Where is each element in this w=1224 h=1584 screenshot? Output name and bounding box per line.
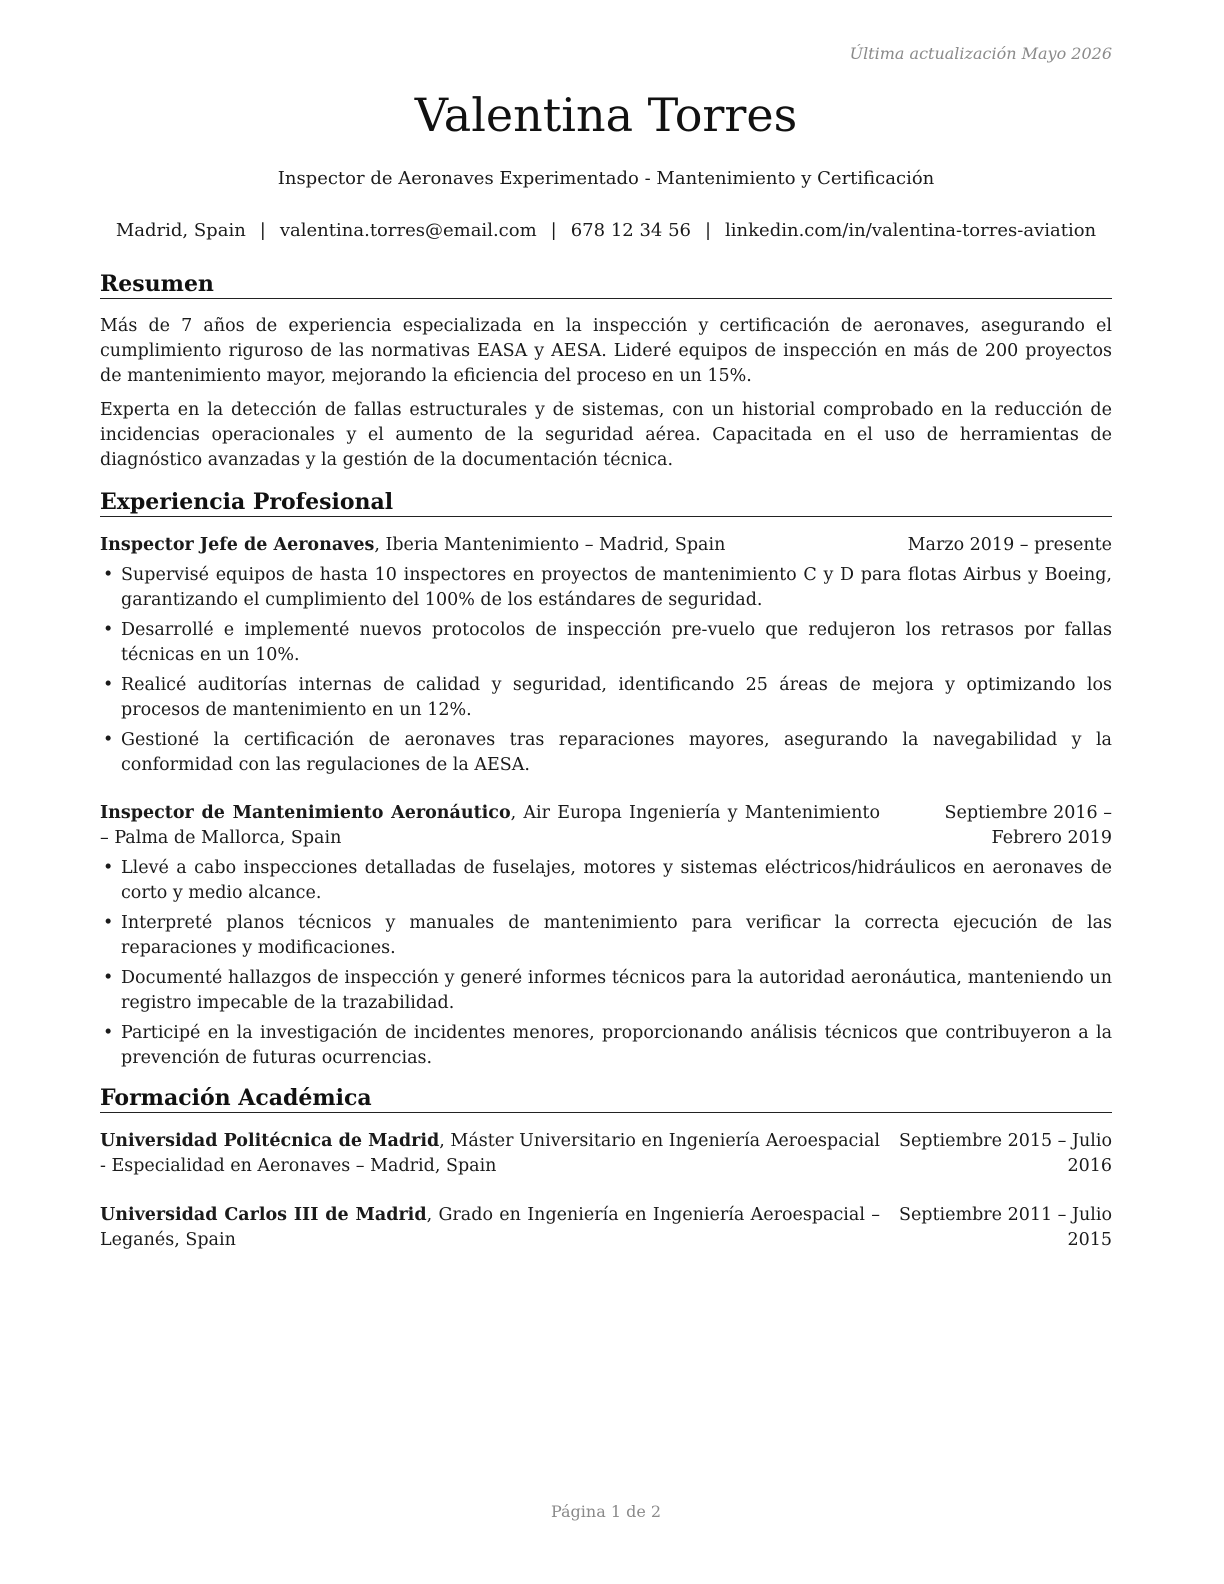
contact-phone: 678 12 34 56	[570, 220, 691, 241]
job-dates: Marzo 2019 – presente	[907, 535, 1112, 555]
contact-location: Madrid, Spain	[115, 220, 246, 241]
bullet-item: • Participé en la investigación de incidentes menores, proporcionando análisis técnicos que contribuyeron a la prevención de futuras ocurrencias.	[100, 1021, 1112, 1071]
education-dates: Septiembre 2011 – Julio 2015	[898, 1205, 1112, 1250]
job-bullets	[100, 563, 1112, 783]
candidate-name: Valentina Torres	[414, 88, 798, 142]
bullet-item: • Realicé auditorías internas de calidad y seguridad, identificando 25 áreas de mejora y optimizando los procesos de mantenimiento en un 12%.	[100, 673, 1112, 723]
resume-page	[100, 0, 1112, 1584]
section-title-education: Formación Académica	[100, 1085, 1112, 1113]
section-title-summary: Resumen	[100, 271, 1112, 299]
degree-detail: , Grado en Ingeniería en Ingeniería Aeroespacial – Leganés, Spain	[100, 1205, 880, 1250]
job-org: , Iberia Mantenimiento – Madrid, Spain	[374, 535, 726, 555]
last-updated: Última actualización Mayo 2026	[849, 44, 1112, 63]
bullet-item: • Gestioné la certificación de aeronaves tras reparaciones mayores, asegurando la navegabilidad y la conformidad con las regulaciones de la AESA.	[100, 728, 1112, 778]
summary-paragraph: Más de 7 años de experiencia especializada en la inspección y certificación de aeronaves, asegurando el cumplimiento riguroso de las normativas EASA y AESA. Lideré equipos de inspección en más de 200 proyectos de mantenimiento mayor, mejorando la eficiencia del proceso en un 15%.	[100, 316, 1112, 386]
school-name: Universidad Politécnica de Madrid	[100, 1131, 440, 1151]
bullet-item: • Interpreté planos técnicos y manuales de mantenimiento para verificar la correcta ejecución de las reparaciones y modificaciones.	[100, 911, 1112, 961]
page-number: Página 1 de 2	[550, 1502, 662, 1521]
tagline: Inspector de Aeronaves Experimentado - Mantenimiento y Certificación	[277, 168, 935, 189]
separator: |	[550, 220, 557, 241]
school-name: Universidad Carlos III de Madrid	[100, 1205, 427, 1225]
section-title-experience: Experiencia Profesional	[100, 489, 1112, 517]
contact-email-link[interactable]: valentina.torres@email.com	[279, 220, 537, 241]
summary-paragraph: Experta en la detección de fallas estructurales y de sistemas, con un historial comprobado en la reducción de incidencias operacionales y el aumento de la seguridad aérea. Capacitada en el uso de herramientas de diagnóstico avanzadas y la gestión de la documentación técnica.	[100, 400, 1112, 470]
job-role: Inspector Jefe de Aeronaves	[100, 535, 375, 555]
separator: |	[259, 220, 266, 241]
job-bullets	[100, 856, 1112, 1076]
contact-line	[100, 220, 1112, 241]
bullet-item: • Llevé a cabo inspecciones detalladas de fuselajes, motores y sistemas eléctricos/hidráulicos en aeronaves de corto y medio alcance.	[100, 856, 1112, 906]
bullet-item: • Supervisé equipos de hasta 10 inspectores en proyectos de mantenimiento C y D para flotas Airbus y Boeing, garantizando el cumplimiento del 100% de los estándares de seguridad.	[100, 563, 1112, 613]
job-role: Inspector de Mantenimiento Aeronáutico	[100, 803, 511, 823]
separator: |	[704, 220, 712, 241]
degree-detail: , Máster Universitario en Ingeniería Aeroespacial - Especialidad en Aeronaves – Madrid, Spain	[100, 1131, 880, 1176]
job-org: , Air Europa Ingeniería y Mantenimiento – Palma de Mallorca, Spain	[100, 803, 880, 848]
bullet-item: • Desarrollé e implementé nuevos protocolos de inspección pre-vuelo que redujeron los retrasos por fallas técnicas en un 10%.	[100, 618, 1112, 668]
education-dates: Septiembre 2015 – Julio 2016	[898, 1131, 1112, 1176]
bullet-item: • Documenté hallazgos de inspección y generé informes técnicos para la autoridad aeronáutica, manteniendo un registro impecable de la trazabilidad.	[100, 966, 1112, 1016]
contact-linkedin-link[interactable]: linkedin.com/in/valentina-torres-aviation	[725, 220, 1097, 241]
job-dates: Septiembre 2016 – Febrero 2019	[944, 803, 1112, 848]
